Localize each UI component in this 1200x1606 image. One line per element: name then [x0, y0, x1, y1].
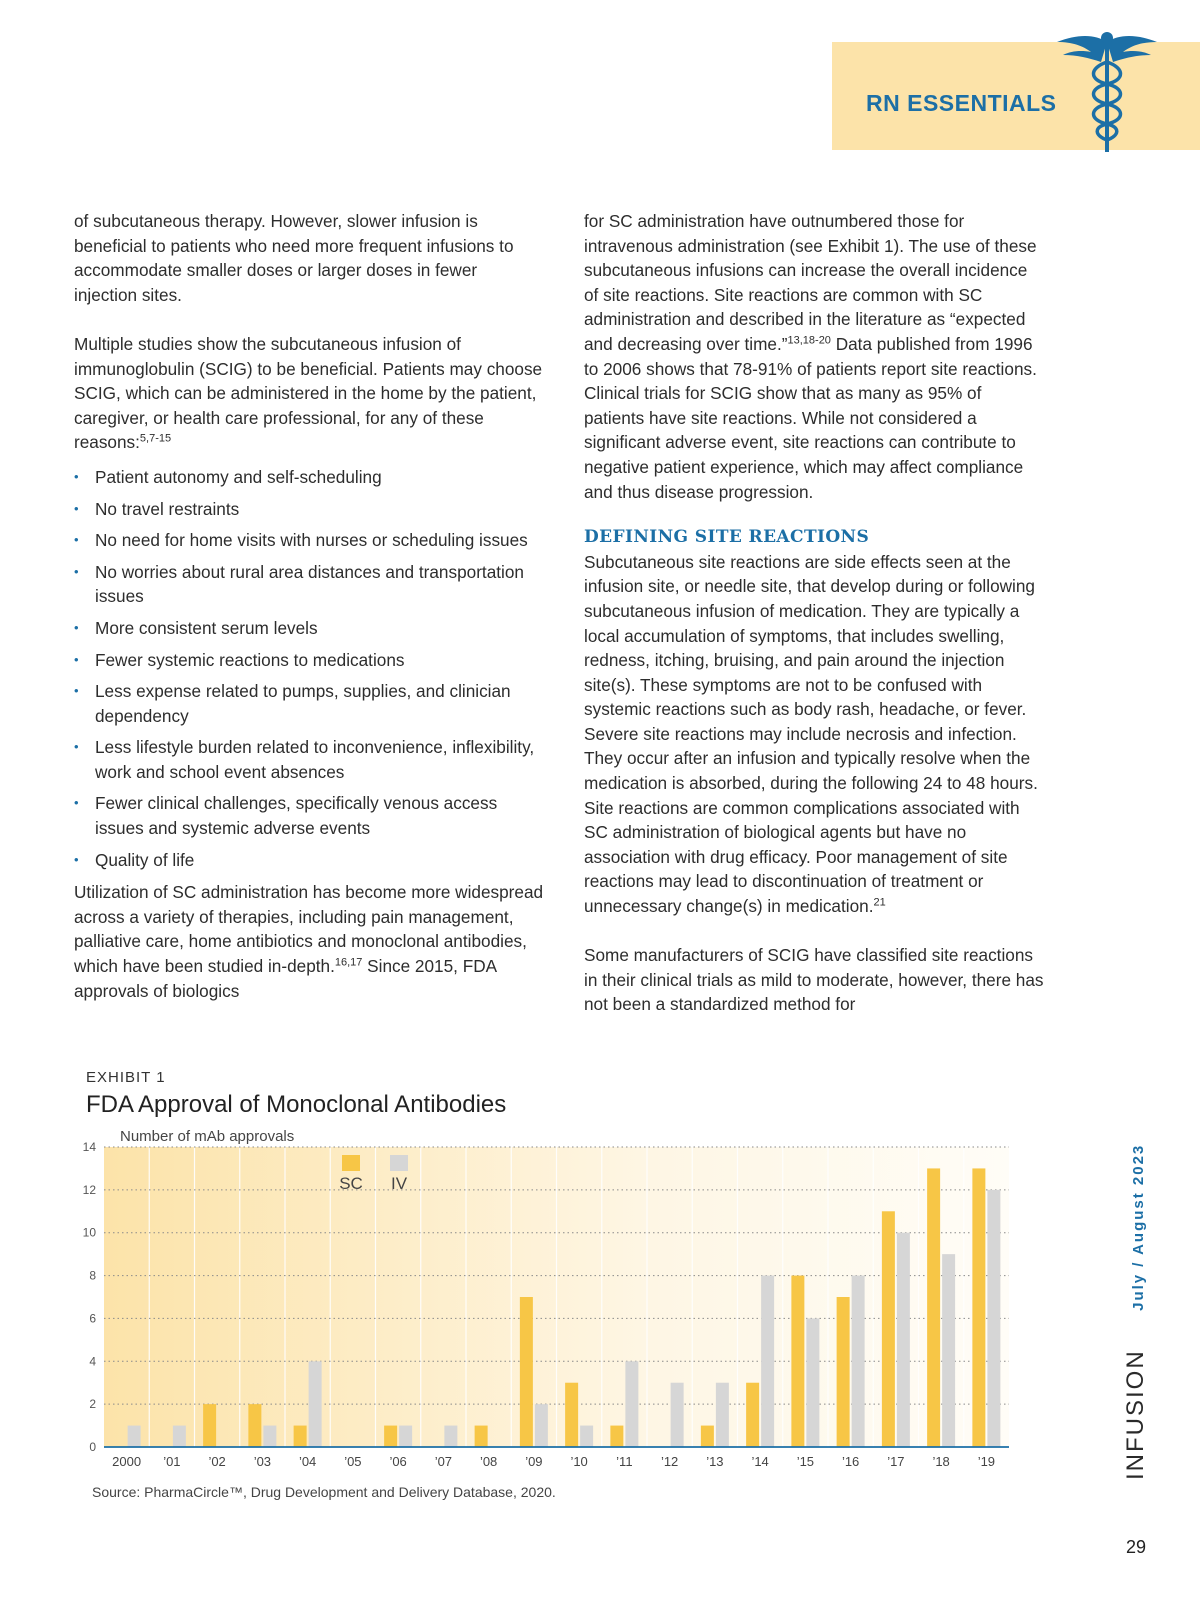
paragraph: Subcutaneous site reactions are side effects seen at the infusion site, or needle site, that develop during or following subcutaneous infusion of medication. They are typically a local accumulation of symptoms, that includes swelling, redness, itching, bruising, and pain around the injection site(s). These symptoms are not to be confused with systemic reactions such as body rash, headache, or fever. Severe site reactions may include necrosis and infection. They occur after an infusion and typically resolve when the medication is absorbed, during the following 24 to 48 hours. Site reactions are common complications associated with SC administration of biological agents but have no association with drug efficacy. Poor management of site reactions may lead to discontinuation of treatment or unnecessary change(s) in medication.$^{21}$	[584, 551, 1038, 917]
paragraph: Multiple studies show the subcutaneous infusion of immunoglobulin (SCIG) to be beneficial. Patients may choose SCIG, which can be administered in the home by the patient, caregiver, or health care professional, for any of these reasons:$^{5,7-15}$	[74, 333, 543, 453]
x-tick-label: ’12	[660, 1454, 679, 1469]
x-tick-label: ’01	[163, 1454, 181, 1469]
bar-iv	[399, 1426, 412, 1447]
x-tick-label: ’15	[796, 1454, 815, 1469]
y-tick-label: 4	[89, 1354, 96, 1369]
x-tick-label: ’07	[434, 1454, 453, 1469]
bar-iv	[128, 1426, 141, 1447]
x-tick-label: ’04	[298, 1454, 317, 1469]
bar-iv	[173, 1426, 186, 1447]
bar-sc	[927, 1168, 940, 1447]
bar-sc	[837, 1297, 850, 1447]
y-tick-label: 2	[89, 1397, 96, 1412]
paragraph: Some manufacturers of SCIG have classified site reactions in their clinical trials as mild to moderate, however, there has not been a standardized method for	[584, 945, 1044, 1015]
bar-iv	[942, 1254, 955, 1447]
section-heading: DEFINING SITE REACTIONS	[584, 527, 870, 548]
bar-sc	[565, 1383, 578, 1447]
bar-iv	[309, 1361, 322, 1447]
x-tick-label: ’08	[479, 1454, 498, 1469]
y-tick-label: 12	[82, 1182, 96, 1197]
x-tick-label: ’02	[208, 1454, 226, 1469]
y-tick-label: 10	[82, 1225, 96, 1240]
legend-label-sc: SC	[339, 1174, 363, 1193]
bar-iv	[987, 1190, 1000, 1447]
journal-logo: INFUSION	[1122, 1349, 1149, 1480]
bar-sc	[384, 1426, 397, 1447]
legend-swatch-iv	[390, 1155, 408, 1171]
list-item: • Less expense related to pumps, supplies, and clinician dependency	[74, 679, 544, 728]
legend-swatch-sc	[342, 1155, 360, 1171]
list-item: • Patient autonomy and self-scheduling	[74, 465, 544, 490]
y-tick-label: 14	[82, 1140, 96, 1154]
list-item: • Fewer systemic reactions to medications	[74, 648, 544, 673]
citation: 21	[873, 896, 886, 909]
bar-sc	[972, 1168, 985, 1447]
x-tick-label: 2000	[112, 1454, 142, 1469]
bar-iv	[852, 1276, 865, 1447]
approvals-bar-chart	[74, 1125, 1014, 1475]
y-axis-label: Number of mAb approvals	[120, 1128, 295, 1145]
caduceus-icon	[1055, 28, 1159, 154]
bar-iv	[671, 1383, 684, 1447]
x-tick-label: ’14	[751, 1454, 769, 1469]
x-tick-label: ’11	[616, 1454, 633, 1469]
left-column	[74, 209, 544, 1003]
paragraph: of subcutaneous therapy. However, slower infusion is beneficial to patients who need more frequent infusions to accommodate smaller doses or larger doses in fewer injection sites.	[74, 211, 514, 305]
bar-sc	[791, 1276, 804, 1447]
x-tick-label: ’06	[389, 1454, 407, 1469]
bar-iv	[806, 1318, 819, 1447]
issue-date: July / August 2023	[1130, 1143, 1147, 1311]
bar-iv	[444, 1426, 457, 1447]
bar-iv	[761, 1276, 774, 1447]
journal-sidebar	[1122, 1144, 1150, 1480]
citation: 5,7-15	[139, 432, 172, 445]
paragraph: for SC administration have outnumbered those for intravenous administration (see Exhibit 1). The use of these subcutaneous infusions can increase the overall incidence of site reactions. Site reactions are common with SC administration and described in the literature as “expected and decreasing over time.”$^{13,18-20}$ Data published from 1996 to 2006 shows that 78-91% of patients report site reactions. Clinical trials for SCIG show that as many as 95% of patients have site reactions. While not considered a significant adverse event, site reactions can contribute to negative patient experience, which may affect compliance and thus disease progression.	[584, 211, 1037, 502]
bar-iv	[535, 1404, 548, 1447]
list-item: • No worries about rural area distances and transportation issues	[74, 560, 544, 609]
bar-sc	[746, 1383, 759, 1447]
exhibit-source: Source: PharmaCircle™, Drug Development and Delivery Database, 2020.	[92, 1484, 556, 1500]
y-tick-label: 8	[89, 1268, 96, 1283]
list-item: • Less lifestyle burden related to inconvenience, inflexibility, work and school event absences	[74, 735, 544, 784]
legend-label-iv: IV	[390, 1174, 408, 1193]
list-item: • Fewer clinical challenges, specifically venous access issues and systemic adverse events	[74, 791, 544, 840]
bar-sc	[294, 1426, 307, 1447]
section-label: RN ESSENTIALS	[866, 90, 1057, 116]
bar-sc	[203, 1404, 216, 1447]
bar-sc	[520, 1297, 533, 1447]
x-tick-label: ’09	[525, 1454, 543, 1469]
x-tick-label: ’17	[887, 1454, 905, 1469]
bar-iv	[625, 1361, 638, 1447]
x-tick-label: ’16	[841, 1454, 860, 1469]
x-tick-label: ’05	[344, 1454, 362, 1469]
exhibit-title: FDA Approval of Monoclonal Antibodies	[86, 1091, 507, 1118]
list-item: • Quality of life	[74, 848, 544, 873]
x-tick-label: ’03	[253, 1454, 272, 1469]
page-number: 29	[1126, 1537, 1147, 1557]
exhibit-label: EXHIBIT 1	[86, 1069, 166, 1086]
x-tick-label: ’10	[570, 1454, 588, 1469]
bar-sc	[248, 1404, 261, 1447]
bar-iv	[716, 1383, 729, 1447]
bar-sc	[610, 1426, 623, 1447]
citation: 13,18-20	[787, 334, 831, 347]
bar-sc	[882, 1211, 895, 1447]
bar-iv	[580, 1426, 593, 1447]
bar-iv	[897, 1233, 910, 1447]
x-tick-label: ’19	[977, 1454, 996, 1469]
bar-sc	[475, 1426, 488, 1447]
y-tick-label: 0	[89, 1440, 96, 1454]
list-item: • No need for home visits with nurses or scheduling issues	[74, 528, 544, 553]
x-tick-label: ’18	[932, 1454, 950, 1469]
paragraph: Utilization of SC administration has become more widespread across a variety of therapies, including pain management, palliative care, home antibiotics and monoclonal antibodies, which have been studied in-depth.$^{16,17}$ Since 2015, FDA approvals of biologics	[74, 882, 544, 1001]
list-item: • More consistent serum levels	[74, 616, 544, 641]
y-tick-label: 6	[89, 1311, 96, 1326]
x-tick-label: ’13	[706, 1454, 724, 1469]
reasons-list	[74, 465, 544, 872]
bar-iv	[263, 1426, 276, 1447]
list-item: • No travel restraints	[74, 497, 544, 522]
bar-sc	[701, 1426, 714, 1447]
citation: 16,17	[334, 956, 363, 969]
right-column	[584, 209, 1046, 1017]
